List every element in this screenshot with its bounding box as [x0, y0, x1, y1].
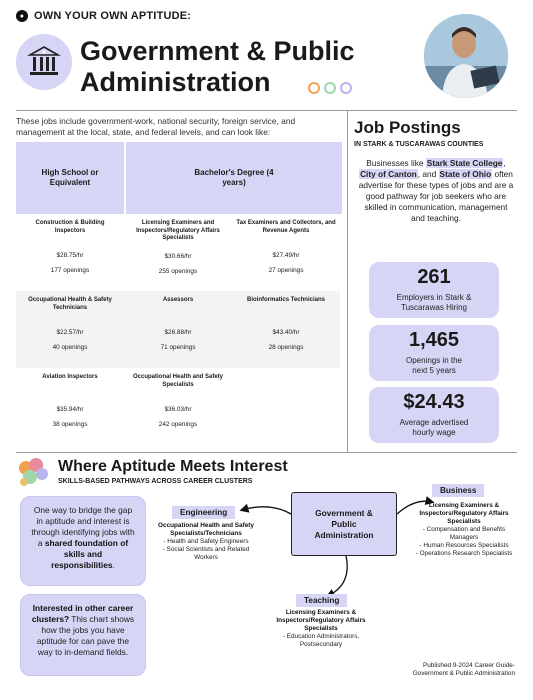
stat-openings [369, 325, 499, 381]
cluster-engineering-details [158, 522, 254, 562]
cluster-item: - Compensation and Benefits Managers [422, 526, 506, 541]
cluster-business-details [410, 502, 518, 558]
column-divider [347, 110, 348, 452]
footer-line-2: Government & Public Administration [412, 670, 515, 677]
employer-highlight: City of Canton [360, 169, 417, 179]
col-header-bachelors [124, 142, 342, 214]
footer-line-1: Published 9-2024 Career Guide- [422, 662, 515, 669]
bubble-text: One way to bridge the gap in aptitude and interest is through identifying jobs with a [31, 505, 135, 548]
stat-wage [369, 387, 499, 443]
page-kicker [16, 10, 191, 22]
job-openings: 242 openings [158, 421, 198, 428]
bubble-emphasis: shared foundation of skills and responsibilities [44, 538, 129, 570]
job-cell [124, 291, 232, 368]
employer-highlight: Stark State College [426, 158, 503, 168]
col-hs-label: High School or Equivalent [41, 168, 99, 187]
job-cell [124, 214, 232, 291]
postings-description [358, 158, 514, 224]
stat-label: Average advertised hourly wage [399, 418, 469, 437]
bubble-text: . [112, 560, 115, 570]
cluster-item: - Education Administrators, Postsecondary [282, 633, 360, 648]
cluster-item: - Human Resources Specialists [419, 542, 509, 549]
publication-footer [413, 662, 515, 678]
stat-employers [369, 262, 499, 318]
desc-part: , and [417, 169, 439, 179]
stat-label: Employers in Stark & Tuscarawas Hiring [396, 293, 472, 312]
cluster-role: Licensing Examiners & Inspectors/Regulatory Affairs Specialists [276, 609, 366, 632]
arrow-to-teaching [328, 556, 347, 596]
job-title: Bioinformatics Technicians [247, 297, 325, 303]
job-openings: 71 openings [160, 344, 196, 351]
center-cluster-box [291, 492, 397, 556]
job-openings: 40 openings [52, 344, 88, 351]
arrow-to-engineering [242, 507, 291, 514]
jobs-table [16, 142, 342, 445]
postings-title: Job Postings [354, 118, 461, 137]
bubble-emphasis: Interested in other career clusters? [31, 603, 134, 624]
dot-green [324, 82, 336, 94]
col-header-high-school [16, 142, 124, 214]
job-wage: $35.94/hr [56, 406, 84, 413]
job-wage: $22.57/hr [56, 329, 84, 336]
jobs-table-header [16, 142, 342, 214]
job-wage: $28.75/hr [56, 252, 84, 259]
job-openings: 28 openings [268, 344, 304, 351]
job-cell [16, 368, 124, 445]
middle-divider [16, 452, 517, 453]
circle-marker-icon: ● [16, 10, 28, 22]
job-cell [16, 291, 124, 368]
info-bubble-clusters [20, 594, 146, 676]
cluster-item: - Social Scientists and Related Workers [162, 546, 250, 561]
kicker-text: OWN YOUR OWN APTITUDE: [34, 10, 192, 22]
job-title: Licensing Examiners and Inspectors/Regulatory Affairs Specialists [136, 220, 220, 241]
intro-text: These jobs include government-work, national security, foreign service, and management at the local, state, and federal levels, and can look like: [16, 116, 296, 137]
stat-number: $24.43 [403, 391, 465, 413]
dot-orange [308, 82, 320, 94]
cluster-teaching-details [268, 609, 374, 649]
table-row [16, 368, 342, 445]
job-title: Tax Examiners and Collectors, and Revenue Agents [236, 220, 336, 234]
aptitude-subtitle: SKILLS-BASED PATHWAYS ACROSS CAREER CLUSTERS [58, 478, 253, 485]
job-cell [232, 291, 340, 368]
job-wage: $26.88/hr [164, 329, 192, 336]
table-row [16, 291, 342, 368]
job-title: Construction & Building Inspectors [35, 220, 105, 234]
employer-highlight: State of Ohio [439, 169, 492, 179]
title-line-2: Administration [80, 67, 271, 97]
center-cluster-label: Government & Public Administration [314, 507, 374, 540]
stat-label: Openings in the next 5 years [405, 356, 463, 375]
cluster-tag-engineering: Engineering [172, 506, 235, 519]
job-title: Aviation Inspectors [42, 374, 98, 380]
empty-cell [232, 368, 340, 445]
desc-part: often advertise for these types of jobs and are a good pathway for job seekers who are skilled in communication, management and teaching. [358, 169, 514, 223]
cluster-tag-teaching: Teaching [296, 594, 347, 607]
job-wage: $30.66/hr [164, 252, 192, 260]
top-divider [16, 110, 517, 111]
job-openings: 27 openings [268, 267, 304, 274]
bubble-text: This chart shows how the jobs you have aptitude for can pave the way to in-demand fields. [36, 614, 135, 657]
info-bubble-bridge [20, 496, 146, 586]
col-ba-label: Bachelor's Degree (4 years) [194, 168, 274, 187]
job-wage: $27.49/hr [272, 252, 300, 259]
worker-photo [424, 14, 508, 98]
desc-part: Businesses like [366, 158, 426, 168]
job-cell [232, 214, 340, 291]
job-cell [16, 214, 124, 291]
dot-purple [340, 82, 352, 94]
government-building-icon [16, 34, 72, 90]
job-cell [124, 368, 232, 445]
cluster-role: Licensing Examiners & Inspectors/Regulatory Affairs Specialists [419, 502, 509, 525]
job-title: Assessors [162, 297, 194, 303]
cluster-tag-business: Business [432, 484, 484, 497]
job-openings: 177 openings [50, 267, 90, 274]
stat-number: 1,465 [408, 329, 460, 351]
desc-part: , [503, 158, 506, 168]
brain-icon [14, 454, 52, 492]
cluster-item: - Operations Research Specialists [415, 550, 513, 557]
cluster-role: Occupational Health and Safety Specialists/Technicians [158, 522, 254, 537]
aptitude-title: Where Aptitude Meets Interest [58, 458, 288, 475]
decorative-dots [308, 82, 352, 94]
job-title: Occupational Health and Safety Specialists [132, 374, 224, 388]
postings-subtitle: IN STARK & TUSCARAWAS COUNTIES [354, 141, 484, 148]
job-wage: $43.40/hr [272, 329, 300, 336]
title-line-1: Government & Public [80, 36, 355, 66]
job-openings: 255 openings [158, 267, 198, 275]
table-row [16, 214, 342, 291]
cluster-item: - Health and Safety Engineers [163, 538, 249, 545]
job-openings: 38 openings [52, 421, 88, 428]
job-wage: $36.03/hr [164, 406, 192, 413]
stat-number: 261 [417, 266, 451, 288]
job-title: Occupational Health & Safety Technicians [28, 297, 112, 311]
